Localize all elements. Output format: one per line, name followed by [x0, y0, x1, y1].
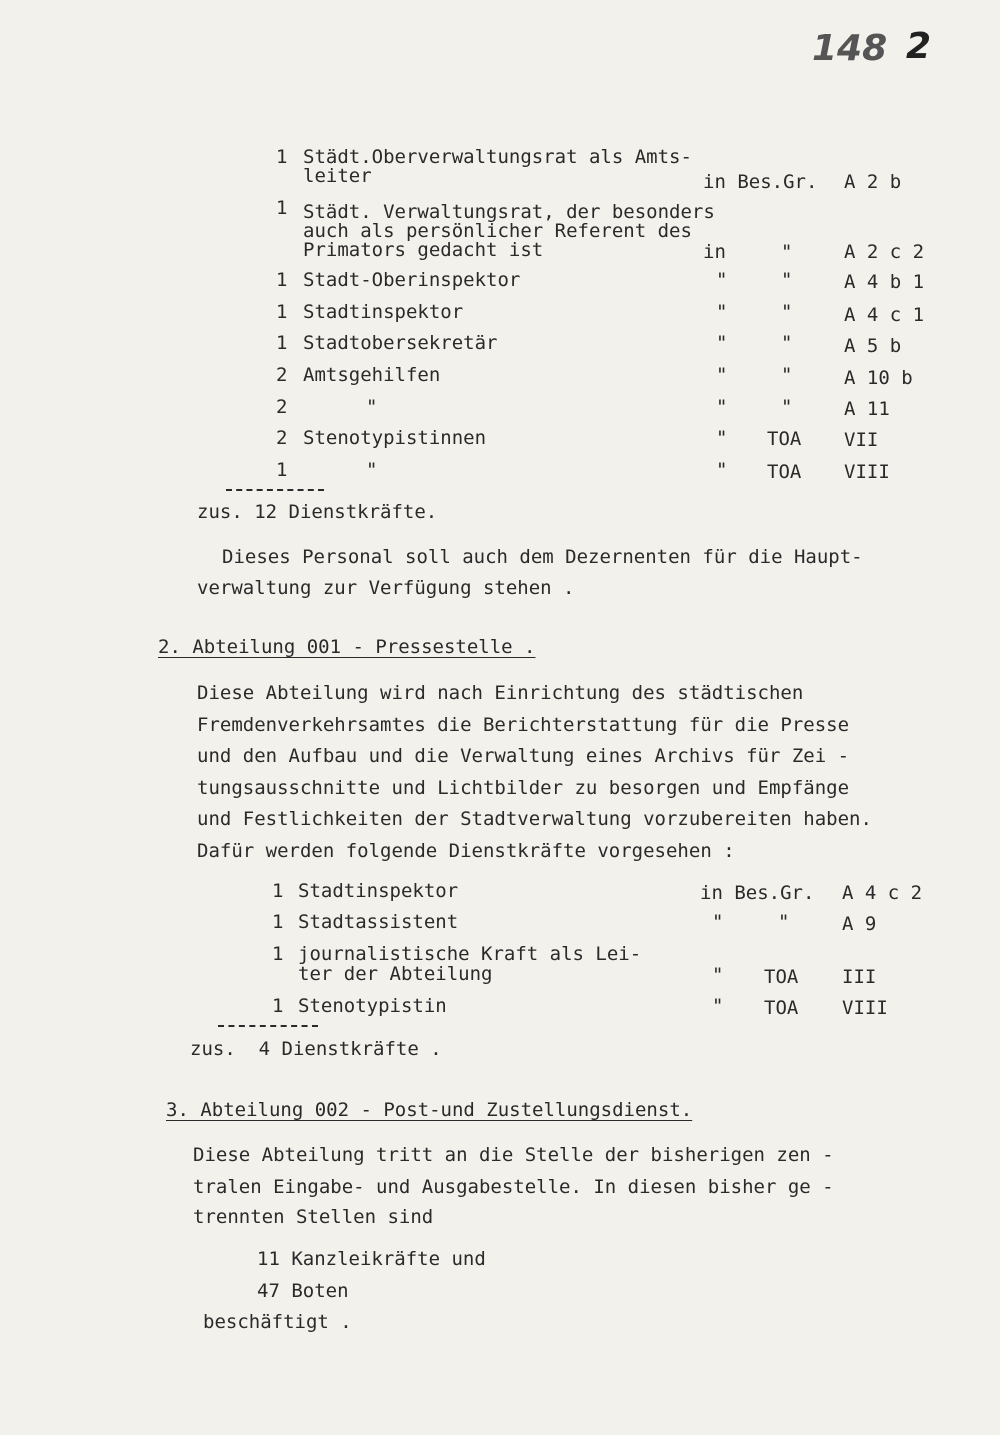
row-grade: A 11 [844, 398, 890, 420]
paragraph-line: und den Aufbau und die Verwaltung eines Archivs für Zei - [197, 745, 850, 767]
total-line: zus. 4 Dienstkräfte . [190, 1038, 442, 1060]
row-title: journalistische Kraft als Lei- [298, 943, 642, 965]
row-ditto: " [712, 911, 724, 933]
row-grade: A 2 c 2 [844, 241, 925, 263]
row-qty: 1 [272, 911, 284, 933]
row-ditto: " [781, 301, 793, 323]
row-ditto: " [778, 911, 790, 933]
row-title-cont: leiter [303, 165, 372, 187]
paragraph-line: tralen Eingabe- und Ausgabestelle. In diesen bisher ge - [193, 1176, 834, 1198]
paragraph-line: tungsausschnitte und Lichtbilder zu besorgen und Empfänge [197, 777, 850, 799]
list-item: 47 Boten [257, 1280, 349, 1302]
row-qty: 1 [272, 943, 284, 965]
sum-rule [226, 489, 324, 491]
row-qty: 1 [272, 880, 284, 902]
row-grade: A 10 b [844, 367, 913, 389]
closing-line: beschäftigt . [203, 1311, 352, 1333]
row-group: TOA [767, 461, 802, 483]
row-ditto: " [781, 241, 793, 263]
paragraph-line: trennten Stellen sind [193, 1206, 434, 1228]
paragraph-line: und Festlichkeiten der Stadtverwaltung vorzubereiten haben. [197, 808, 872, 830]
row-grade: A 9 [842, 913, 877, 935]
row-ditto: " [716, 364, 728, 386]
row-title-cont: Primators gedacht ist [303, 239, 544, 261]
row-ditto: " [716, 269, 728, 291]
section-heading: 3. Abteilung 002 - Post-und Zustellungsdienst. [166, 1099, 693, 1121]
row-group: in [703, 241, 726, 263]
section-heading: 2. Abteilung 001 - Pressestelle . [158, 636, 536, 658]
row-qty: 1 [276, 146, 288, 168]
row-qty: 2 [276, 364, 288, 386]
row-group: TOA [764, 966, 799, 988]
row-qty: 1 [276, 269, 288, 291]
row-qty: 1 [276, 459, 288, 481]
row-grade: III [842, 966, 877, 988]
row-ditto: " [366, 459, 378, 481]
sum-rule [218, 1025, 318, 1027]
row-ditto: " [716, 396, 728, 418]
row-ditto: " [781, 269, 793, 291]
row-title: Städt.Oberverwaltungsrat als Amts- [303, 146, 692, 168]
row-grade: VII [844, 429, 879, 451]
row-title: Stadtassistent [298, 911, 459, 933]
row-qty: 1 [276, 197, 288, 219]
row-ditto: " [716, 427, 728, 449]
row-title-cont: auch als persönlicher Referent des [303, 220, 692, 242]
row-title: Stadt-Oberinspektor [303, 269, 521, 291]
row-ditto: " [716, 332, 728, 354]
row-title: Stenotypistin [298, 995, 447, 1017]
row-ditto: " [781, 396, 793, 418]
row-ditto: " [712, 995, 724, 1017]
page-number: 2 [906, 26, 932, 67]
row-grade: A 4 b 1 [844, 271, 925, 293]
row-grade: A 4 c 2 [842, 882, 923, 904]
row-title-cont: ter der Abteilung [298, 963, 493, 985]
row-title: Städt. Verwaltungsrat, der besonders [303, 201, 715, 223]
note-line: Dieses Personal soll auch dem Dezernenten für die Haupt- [222, 546, 863, 568]
row-title: Amtsgehilfen [303, 364, 441, 386]
total-line: zus. 12 Dienstkräfte. [197, 501, 438, 523]
row-qty: 2 [276, 396, 288, 418]
row-qty: 1 [276, 332, 288, 354]
note-line: verwaltung zur Verfügung stehen . [197, 577, 575, 599]
row-qty: 2 [276, 427, 288, 449]
row-group: TOA [767, 428, 802, 450]
paragraph-line: Diese Abteilung wird nach Einrichtung des städtischen [197, 682, 804, 704]
row-ditto: " [716, 301, 728, 323]
archive-number: 148 [812, 28, 888, 69]
paragraph-line: Fremdenverkehrsamtes die Berichterstattung für die Presse [197, 714, 850, 736]
row-title: Stenotypistinnen [303, 427, 487, 449]
row-qty: 1 [276, 301, 288, 323]
row-group: TOA [764, 997, 799, 1019]
row-grade: A 2 b [844, 171, 902, 193]
list-item: 11 Kanzleikräfte und [257, 1248, 486, 1270]
row-ditto: " [712, 964, 724, 986]
row-title: Stadtinspektor [298, 880, 459, 902]
row-title: Stadtinspektor [303, 301, 464, 323]
row-ditto: " [781, 332, 793, 354]
row-group: in Bes.Gr. [700, 882, 815, 904]
row-title: Stadtobersekretär [303, 332, 498, 354]
row-ditto: " [781, 364, 793, 386]
row-grade: VIII [844, 461, 890, 483]
row-ditto: " [366, 396, 378, 418]
row-grade: VIII [842, 997, 888, 1019]
row-group: in Bes.Gr. [703, 171, 818, 193]
paragraph-line: Diese Abteilung tritt an die Stelle der bisherigen zen - [193, 1144, 834, 1166]
row-grade: A 4 c 1 [844, 304, 925, 326]
row-qty: 1 [272, 995, 284, 1017]
paragraph-line: Dafür werden folgende Dienstkräfte vorgesehen : [197, 840, 735, 862]
row-ditto: " [716, 459, 728, 481]
row-grade: A 5 b [844, 335, 902, 357]
